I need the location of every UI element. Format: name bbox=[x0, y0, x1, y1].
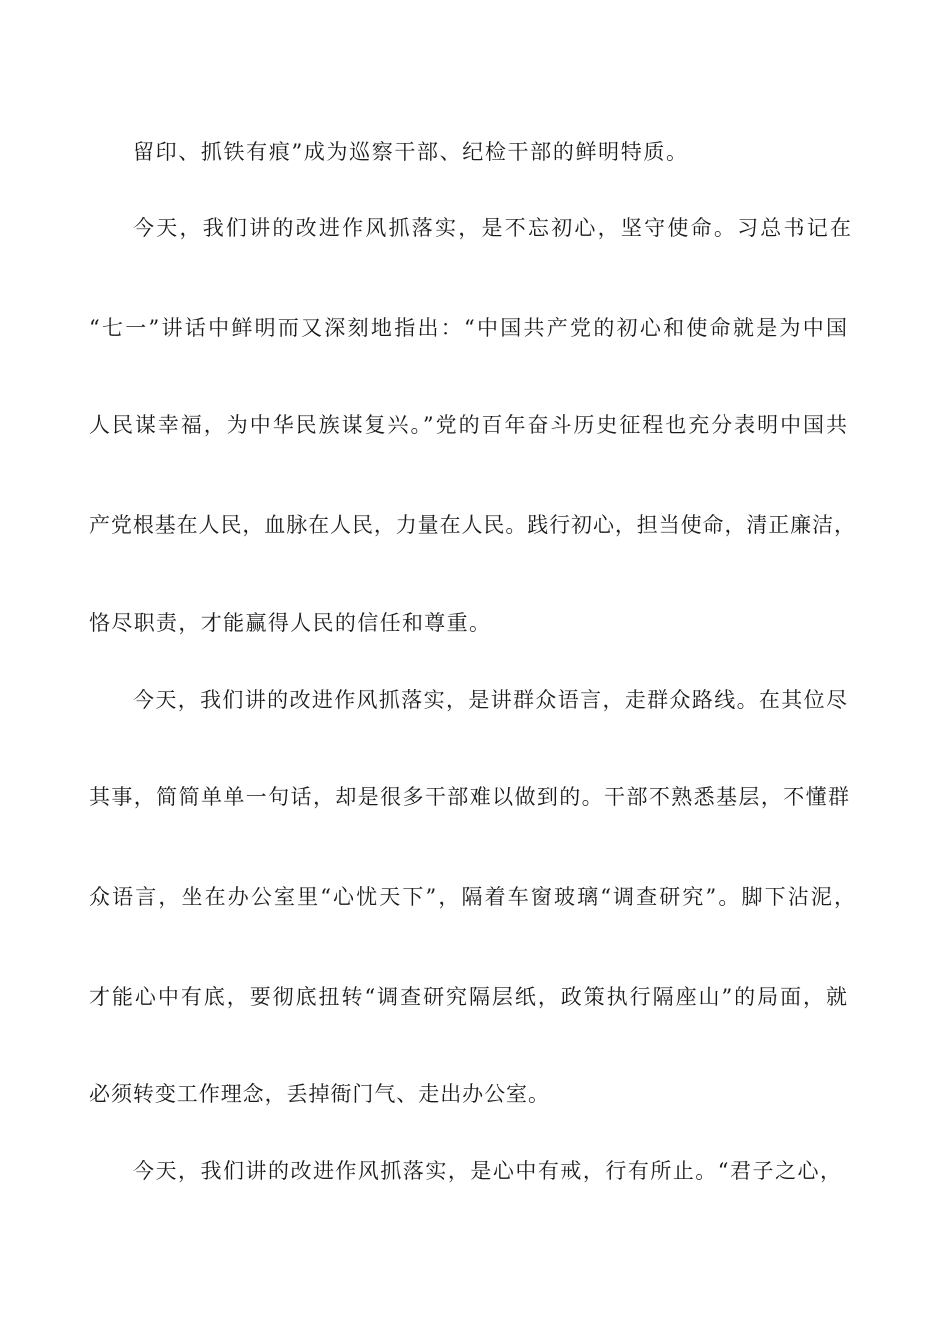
text-line-content: 留印、抓铁有痕”成为巡察干部、纪检干部的鲜明特质。 bbox=[133, 140, 689, 164]
text-line bbox=[0, 208, 950, 248]
text-line-content: 产党根基在人民，血脉在人民，力量在人民。践行初心，担当使命，清正廉洁， bbox=[89, 513, 856, 537]
text-line bbox=[0, 505, 950, 545]
text-line bbox=[0, 877, 950, 917]
text-line-content: 才能心中有底，要彻底扭转“调查研究隔层纸，政策执行隔座山”的局面，就 bbox=[89, 985, 849, 1009]
text-line-content: 人民谋幸福，为中华民族谋复兴。”党的百年奋斗历史征程也充分表明中国共 bbox=[89, 413, 849, 437]
text-line bbox=[0, 1151, 950, 1191]
text-line-content: 今天，我们讲的改进作风抓落实，是心中有戒，行有所止。“君子之心， bbox=[133, 1159, 843, 1183]
text-line bbox=[0, 777, 950, 817]
text-line-content: 今天，我们讲的改进作风抓落实，是讲群众语言，走群众路线。在其位尽 bbox=[133, 688, 849, 712]
text-line-content: 恪尽职责，才能赢得人民的信任和尊重。 bbox=[89, 611, 492, 635]
text-line bbox=[0, 132, 950, 172]
text-line bbox=[0, 1074, 950, 1114]
text-line bbox=[0, 603, 950, 643]
text-line bbox=[0, 977, 950, 1017]
text-line-content: 必须转变工作理念，丢掉衙门气、走出办公室。 bbox=[89, 1082, 550, 1106]
text-line-content: 众语言，坐在办公室里“心忧天下”，隔着车窗玻璃“调查研究”。脚下沾泥， bbox=[89, 885, 858, 909]
text-line bbox=[0, 405, 950, 445]
text-line-content: “七一”讲话中鲜明而又深刻地指出：“中国共产党的初心和使命就是为中国 bbox=[89, 316, 850, 340]
text-line-content: 今天，我们讲的改进作风抓落实，是不忘初心，坚守使命。习总书记在 bbox=[133, 216, 854, 240]
text-line-content: 其事，简简单单一句话，却是很多干部难以做到的。干部不熟悉基层，不懂群 bbox=[89, 785, 851, 809]
text-line bbox=[0, 680, 950, 720]
text-line bbox=[0, 308, 950, 348]
